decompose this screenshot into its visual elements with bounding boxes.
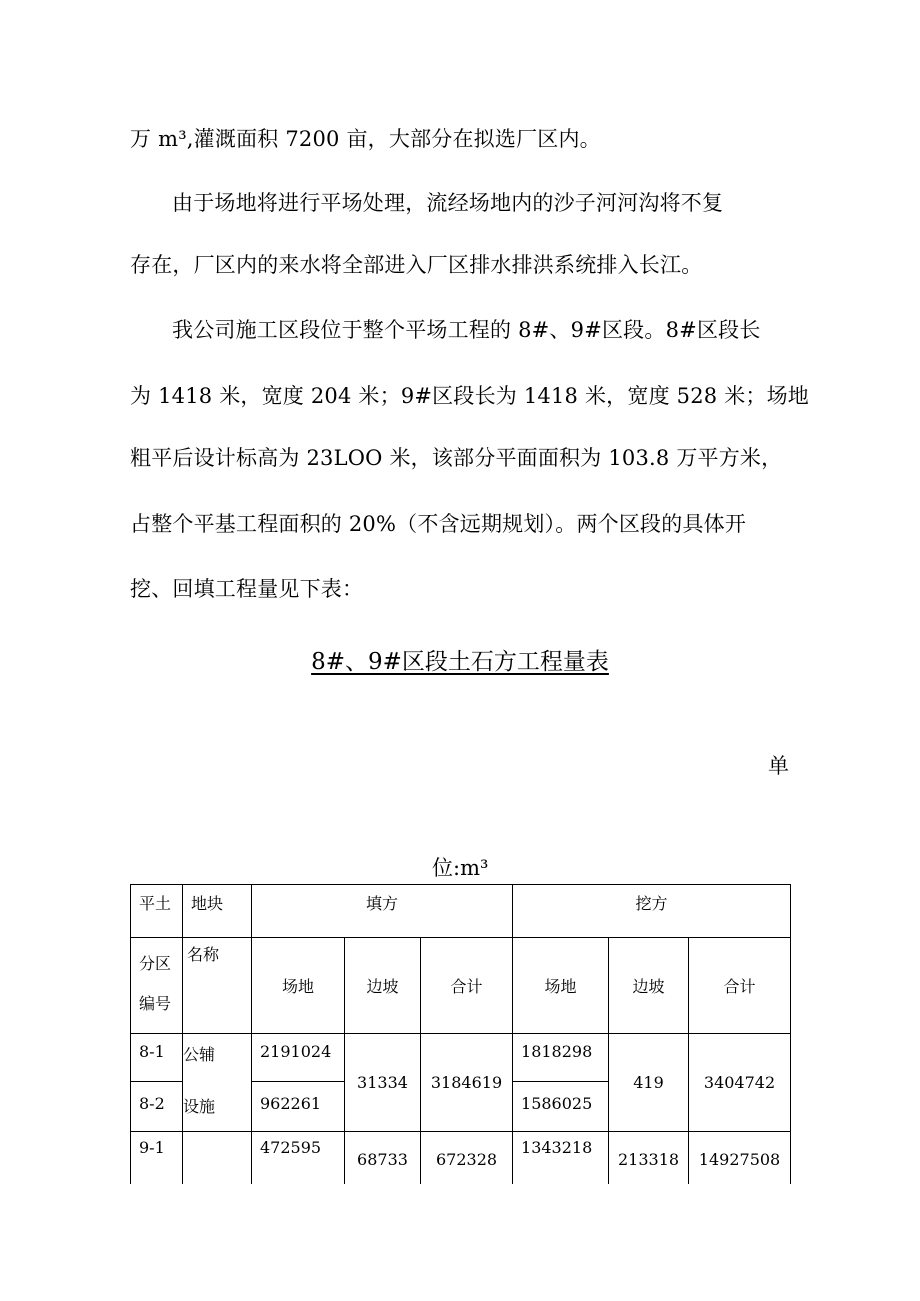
row3-cut-site: 1343218 [513, 1132, 609, 1184]
row1-block-name: 公辅 [183, 1034, 252, 1082]
row1-zone-id: 8-1 [131, 1034, 183, 1082]
header-fill: 填方 [252, 885, 513, 938]
row3-zone-id: 9-1 [131, 1132, 183, 1184]
row3-cut-slope: 213318 [609, 1132, 689, 1184]
row3-fill-total: 672328 [421, 1132, 513, 1184]
row2-block-name: 设施 [183, 1082, 252, 1132]
row3-cut-total: 14927508 [689, 1132, 791, 1184]
header-fill-slope: 边坡 [345, 938, 421, 1034]
paragraph-line-5: 为 1418 米，宽度 204 米；9#区段长为 1418 米，宽度 528 米；场地 [130, 384, 810, 408]
header-cut-site: 场地 [513, 938, 609, 1034]
paragraph-line-2: 由于场地将进行平场处理，流经场地内的沙子河河沟将不复 [172, 191, 724, 215]
row2-cut-site: 1586025 [513, 1082, 609, 1132]
table-row [131, 1034, 791, 1082]
paragraph-line-1: 万 m³,灌溉面积 7200 亩，大部分在拟选厂区内。 [130, 127, 601, 151]
row3-fill-slope: 68733 [345, 1132, 421, 1184]
row3-block-name [183, 1132, 252, 1184]
row2-zone-id: 8-2 [131, 1082, 183, 1132]
header-fill-site: 场地 [252, 938, 345, 1034]
row12-cut-slope: 419 [609, 1034, 689, 1132]
header-fill-total: 合计 [421, 938, 513, 1034]
row3-fill-site: 472595 [252, 1132, 345, 1184]
paragraph-line-6: 粗平后设计标高为 23LOO 米，该部分平面面积为 103.8 万平方米， [130, 446, 783, 470]
header-block-name: 名称 [183, 938, 252, 1034]
earthwork-table [130, 884, 791, 1184]
paragraph-line-3: 存在，厂区内的来水将全部进入厂区排水排洪系统排入长江。 [130, 253, 703, 277]
row1-cut-site: 1818298 [513, 1034, 609, 1082]
header-cut: 挖方 [513, 885, 791, 938]
header-zone-top: 平土 [131, 885, 183, 938]
header-zone-id: 分区编号 [131, 938, 183, 1034]
unit-label-part1: 单 [768, 754, 789, 778]
row1-fill-site: 2191024 [252, 1034, 345, 1082]
row2-fill-site: 962261 [252, 1082, 345, 1132]
paragraph-line-4: 我公司施工区段位于整个平场工程的 8#、9#区段。8#区段长 [172, 318, 761, 342]
header-block-top: 地块 [183, 885, 252, 938]
row12-fill-total: 3184619 [421, 1034, 513, 1132]
header-cut-total: 合计 [689, 938, 791, 1034]
row12-fill-slope: 31334 [345, 1034, 421, 1132]
row12-cut-total: 3404742 [689, 1034, 791, 1132]
table-title: 8#、9#区段土石方工程量表 [311, 649, 609, 675]
header-cut-slope: 边坡 [609, 938, 689, 1034]
paragraph-line-8: 挖、回填工程量见下表： [130, 577, 364, 601]
paragraph-line-7: 占整个平基工程面积的 20%（不含远期规划）。两个区段的具体开 [130, 512, 747, 536]
unit-label-part2: 位:m³ [432, 856, 489, 880]
table-row [131, 1132, 791, 1184]
